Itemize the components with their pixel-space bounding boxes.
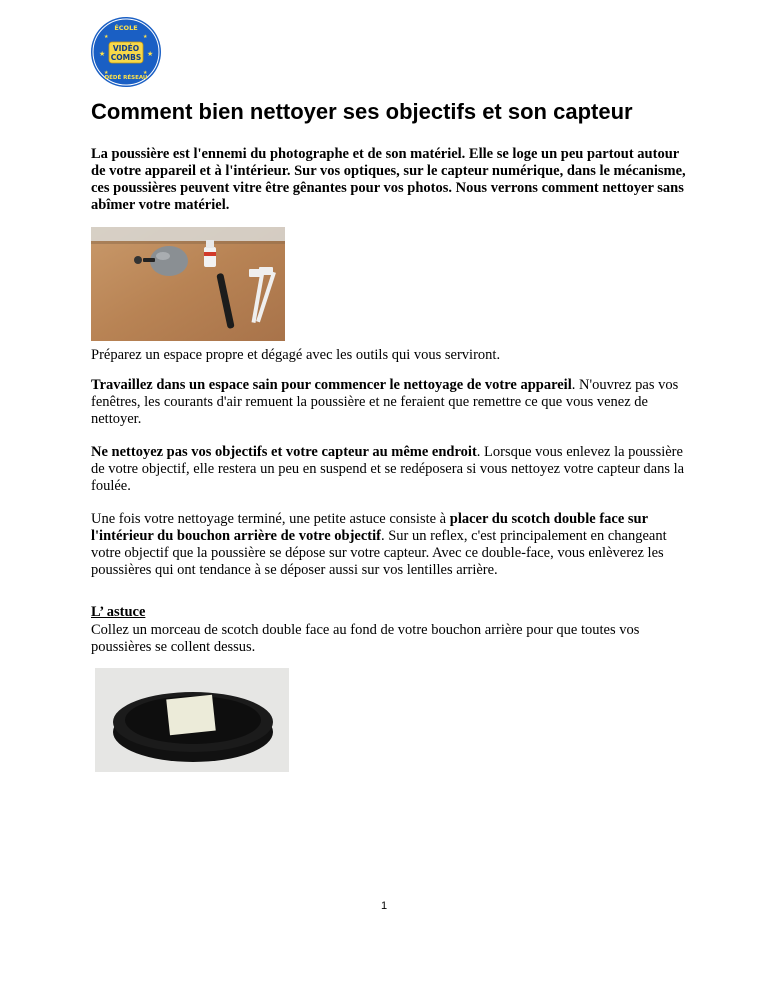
paragraph-separate-cleaning: [91, 444, 691, 495]
cleaning-tools-photo: [91, 227, 285, 341]
double-sided-tape-icon: [166, 695, 216, 736]
intro-paragraph: La poussière est l'ennemi du photographe et de son matériel. Elle se loge un peu partout autour de votre appareil et à l'intérieur. Sur vos optiques, sur le capteur numérique, dans le mécanisme, ces poussières peuvent vitre être gênantes pour vos photos. Nous verrons comment nettoyer sans abîmer votre matériel.: [91, 146, 686, 213]
svg-text:★: ★: [143, 70, 148, 76]
tip-paragraph: Collez un morceau de scotch double face au fond de votre bouchon arrière pour que toutes vos poussières se collent dessus.: [91, 622, 640, 655]
svg-text:★: ★: [104, 34, 109, 40]
separate-bold-text: Ne nettoyez pas vos objectifs et votre capteur au même endroit: [91, 444, 477, 460]
workspace-text: . N'ouvrez pas vos fenêtres, les courants d'air remuent la poussière et ne feraient que remettre ce que vous venez de nettoyer.: [91, 377, 679, 427]
separate-text: . Lorsque vous enlevez la poussière de votre objectif, elle restera un peu en suspend et se redéposera si vous nettoyez votre capteur dans la foulée.: [91, 444, 685, 494]
cleaning-fluid-bottle-icon: [204, 247, 216, 267]
logo-bottom-text: DÉDÉ RÉSEAU: [104, 75, 148, 81]
paragraph-workspace: [91, 377, 691, 428]
air-blower-icon: [150, 246, 188, 276]
svg-text:★: ★: [143, 34, 148, 40]
document-title: Comment bien nettoyer ses objectifs et son capteur: [91, 99, 633, 124]
tape-text: . Sur un reflex, c'est principalement en changeant votre objectif que la poussière se dépose sur votre capteur. Avec ce double-face, vous enlèverez les poussières qui ont tendance à se déposer aussi sur vos lentilles arrière.: [91, 528, 667, 578]
rear-lens-cap-photo: [95, 668, 289, 772]
paragraph-tape-tip: [91, 511, 691, 579]
svg-text:★: ★: [99, 50, 106, 58]
tape-bold-text: placer du scotch double face sur l'intérieur du bouchon arrière de votre objectif: [91, 511, 648, 544]
logo-top-text: ÉCOLE: [114, 24, 138, 32]
page-number: 1: [380, 900, 388, 912]
workspace-bold-text: Travaillez dans un espace sain pour commencer le nettoyage de votre appareil: [91, 377, 572, 393]
tape-start-text: Une fois votre nettoyage terminé, une petite astuce consiste à: [91, 511, 450, 527]
tip-heading: L’ astuce: [91, 604, 146, 620]
svg-text:★: ★: [147, 50, 154, 58]
school-logo: [90, 16, 162, 88]
photo-caption: Préparez un espace propre et dégagé avec les outils qui vous serviront.: [91, 347, 501, 363]
svg-text:★: ★: [104, 70, 109, 76]
logo-center-line1: VIDÉO: [112, 44, 140, 53]
logo-center-line2: COMBS: [110, 53, 142, 62]
